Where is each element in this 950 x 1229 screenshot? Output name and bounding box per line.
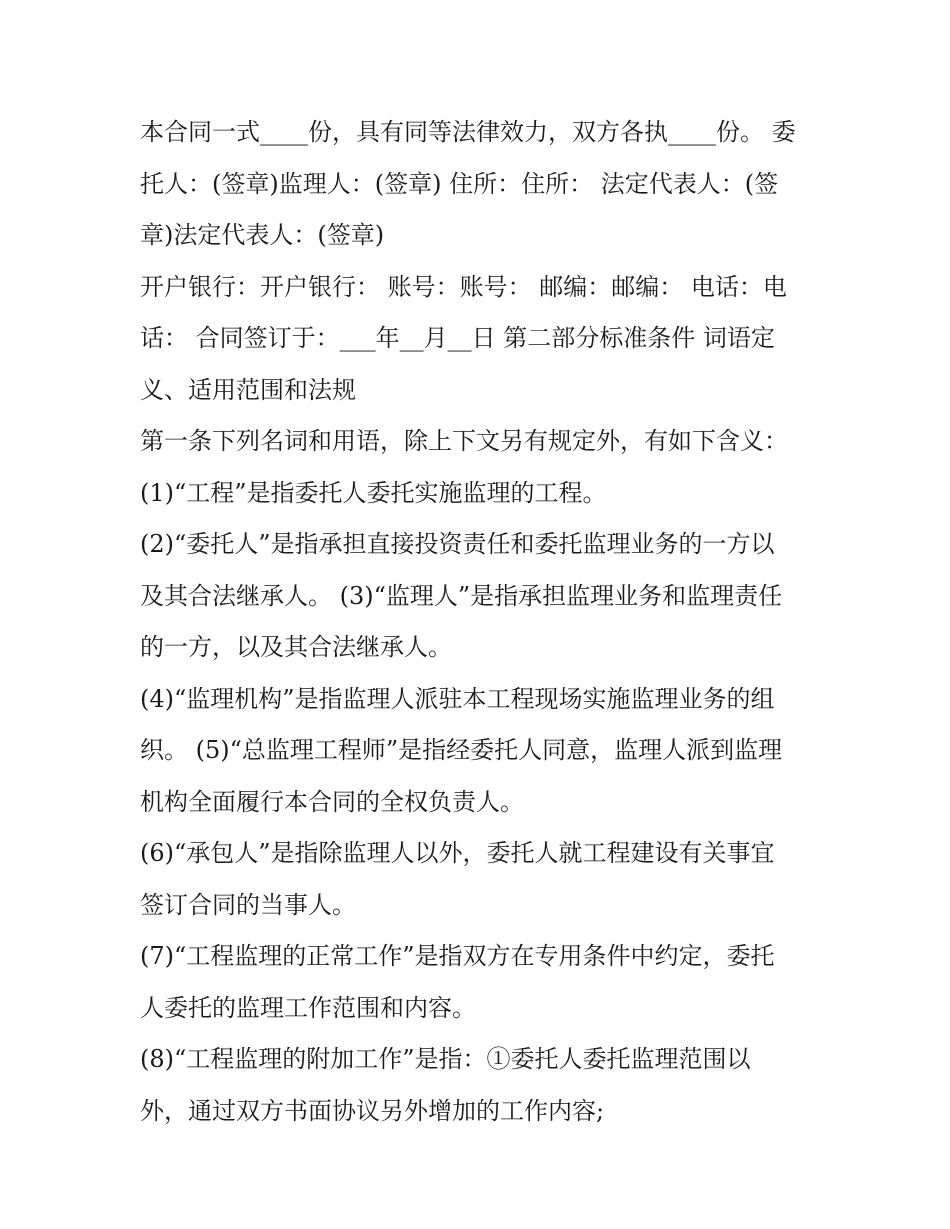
text-line: (7)“工程监理的正常工作”是指双方在专用条件中约定，委托 [140, 942, 775, 970]
text-line: (4)“监理机构”是指监理人派驻本工程现场实施监理业务的组 [140, 684, 775, 713]
text-line: (8)“工程监理的附加工作”是指：①委托人委托监理范围以 [140, 1045, 751, 1073]
text-line: 话： 合同签订于：___年__月__日 第二部分标准条件 词语定 [140, 324, 775, 352]
text-line: 义、适用范围和法规 [140, 375, 356, 404]
text-line: (1)“工程”是指委托人委托实施监理的工程。 [140, 478, 607, 507]
text-line: 本合同一式____份，具有同等法律效力，双方各执____份。 委 [140, 118, 796, 146]
text-line: 机构全面履行本合同的全权负责人。 [140, 787, 524, 816]
text-line: (2)“委托人”是指承担直接投资责任和委托监理业务的一方以 [140, 530, 775, 558]
text-line: 开户银行：开户银行： 账号：账号： 邮编：邮编： 电话：电 [140, 272, 787, 301]
text-line: (6)“承包人”是指除监理人以外，委托人就工程建设有关事宜 [140, 839, 775, 867]
text-line: 外，通过双方书面协议另外增加的工作内容; [140, 1096, 605, 1125]
text-line: 人委托的监理工作范围和内容。 [140, 993, 476, 1022]
text-line: 托人：(签章)监理人：(签章) 住所：住所： 法定代表人：(签 [140, 169, 779, 198]
text-line: 章)法定代表人：(签章) [140, 221, 385, 249]
text-line: 的一方，以及其合法继承人。 [140, 633, 452, 661]
text-line: 及其合法继承人。 (3)“监理人”是指承担监理业务和监理责任 [140, 581, 783, 610]
text-line: 签订合同的当事人。 [140, 890, 356, 919]
text-line: 第一条下列名词和用语，除上下文另有规定外，有如下含义： [140, 427, 788, 455]
contract-text [140, 107, 820, 1137]
text-line: 织。 (5)“总监理工程师”是指经委托人同意，监理人派到监理 [140, 736, 783, 764]
